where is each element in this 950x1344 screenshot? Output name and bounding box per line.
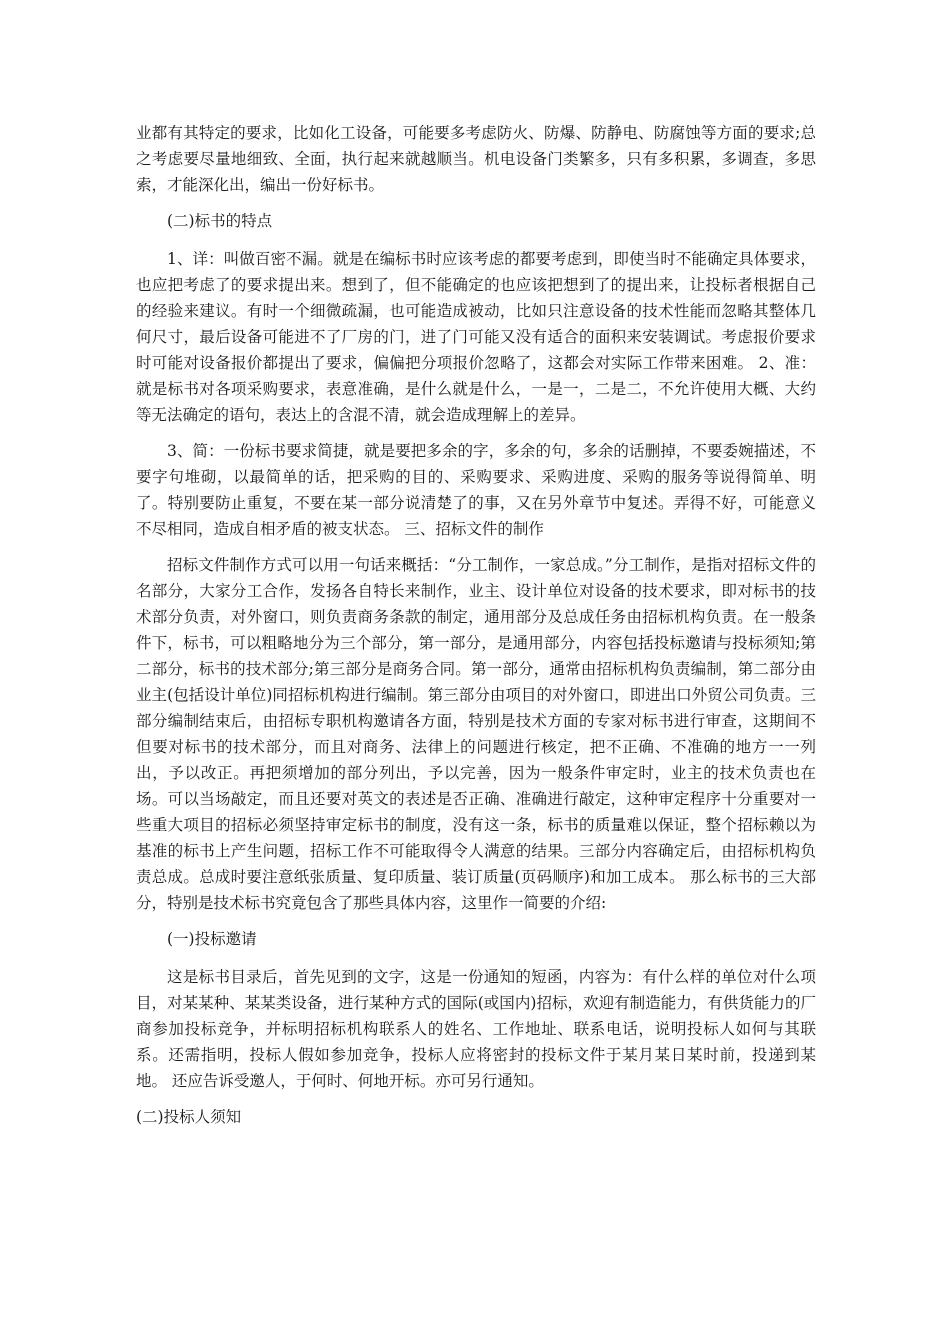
section-heading-tender-features: (二)标书的特点: [167, 212, 273, 230]
section-heading-instructions-to-bidders: (二)投标人须知: [136, 1108, 242, 1126]
section-heading-invitation-to-bid: (一)投标邀请: [167, 930, 257, 948]
paragraph-tender-document-production: 招标文件制作方式可以用一句话来概括：“分工制作，一家总成。”分工制作，是指对招标文件的名部分，大家分工合作，发扬各自特长来制作，业主、设计单位对设备的技术要求，即对标书的技术部分负责，对外窗口，则负责商务条款的制定，通用部分及总成任务由招标机构负责。在一般条件下，标书，可以粗略地分为三个部分，第一部分，是通用部分，内容包括投标邀请与投标须知;第二部分，标书的技术部分;第三部分是商务合同。第一部分，通常由招标机构负责编制，第二部分由业主(包括设计单位)同招标机构进行编制。第三部分由项目的对外窗口，即进出口外贸公司负责。三部分编制结束后，由招标专职机构邀请各方面，特别是技术方面的专家对标书进行审查，这期间不但要对标书的技术部分，而且对商务、法律上的问题进行核定，把不正确、不准确的地方一一列出，予以改正。再把须增加的部分列出，予以完善，因为一般条件审定时，业主的技术负责也在场。可以当场敲定，而且还要对英文的表述是否正确、准确进行敲定，这种审定程序十分重要对一些重大项目的招标必须坚持审定标书的制度，没有这一条，标书的质量难以保证，整个招标赖以为基准的标书上产生问题，招标工作不可能取得令人满意的结果。三部分内容确定后，由招标机构负责总成。总成时要注意纸张质量、复印质量、装订质量(页码顺序)和加工成本。 那么标书的三大部分，特别是技术标书究竟包含了那些具体内容，这里作一简要的介绍:: [136, 556, 816, 912]
paragraph-detail-and-accuracy: 1、详：叫做百密不漏。就是在编标书时应该考虑的都要考虑到，即使当时不能确定具体要求，也应把考虑了的要求提出来。想到了，但不能确定的也应该把想到了的提出来，让投标者根据自己的经验来建议。有时一个细微疏漏，也可能造成被动，比如只注意设备的技术性能而忽略其整体几何尺寸，最后设备可能进不了厂房的门，进了门可能又没有适合的面积来安装调试。考虑报价要求时可能对设备报价都提出了要求，偏偏把分项报价忽略了，这都会对实际工作带来困难。 2、准：就是标书对各项采购要求，表意准确，是什么就是什么，一是一，二是二，不允许使用大概、大约等无法确定的语句，表达上的含混不清，就会造成理解上的差异。: [136, 250, 816, 424]
paragraph-conciseness: 3、简：一份标书要求简捷，就是要把多余的字，多余的句，多余的话删掉，不要委婉描述，不要字句堆砌，以最简单的话，把采购的目的、采购要求、采购进度、采购的服务等说得简单、明了。特别要防止重复，不要在某一部分说清楚了的事，又在另外章节中复述。弄得不好，可能意义不尽相同，造成自相矛盾的被支状态。 三、招标文件的制作: [136, 442, 816, 538]
paragraph-invitation-content: 这是标书目录后，首先见到的文字，这是一份通知的短函，内容为：有什么样的单位对什么项目，对某某种、某某类设备，进行某种方式的国际(或国内)招标，欢迎有制造能力，有供货能力的厂商参加投标竞争，并标明招标机构联系人的姓名、工作地址、联系电话，说明投标人如何与其联系。还需指明，投标人假如参加竞争，投标人应将密封的投标文件于某月某日某时前，投递到某地。 还应告诉受邀人，于何时、何地开标。亦可另行通知。: [136, 968, 816, 1090]
paragraph-requirements-summary: 业都有其特定的要求，比如化工设备，可能要多考虑防火、防爆、防静电、防腐蚀等方面的要求;总之考虑要尽量地细致、全面，执行起来就越顺当。机电设备门类繁多，只有多积累，多调查，多思索，才能深化出，编出一份好标书。: [136, 124, 816, 194]
document-page: [136, 120, 816, 1142]
